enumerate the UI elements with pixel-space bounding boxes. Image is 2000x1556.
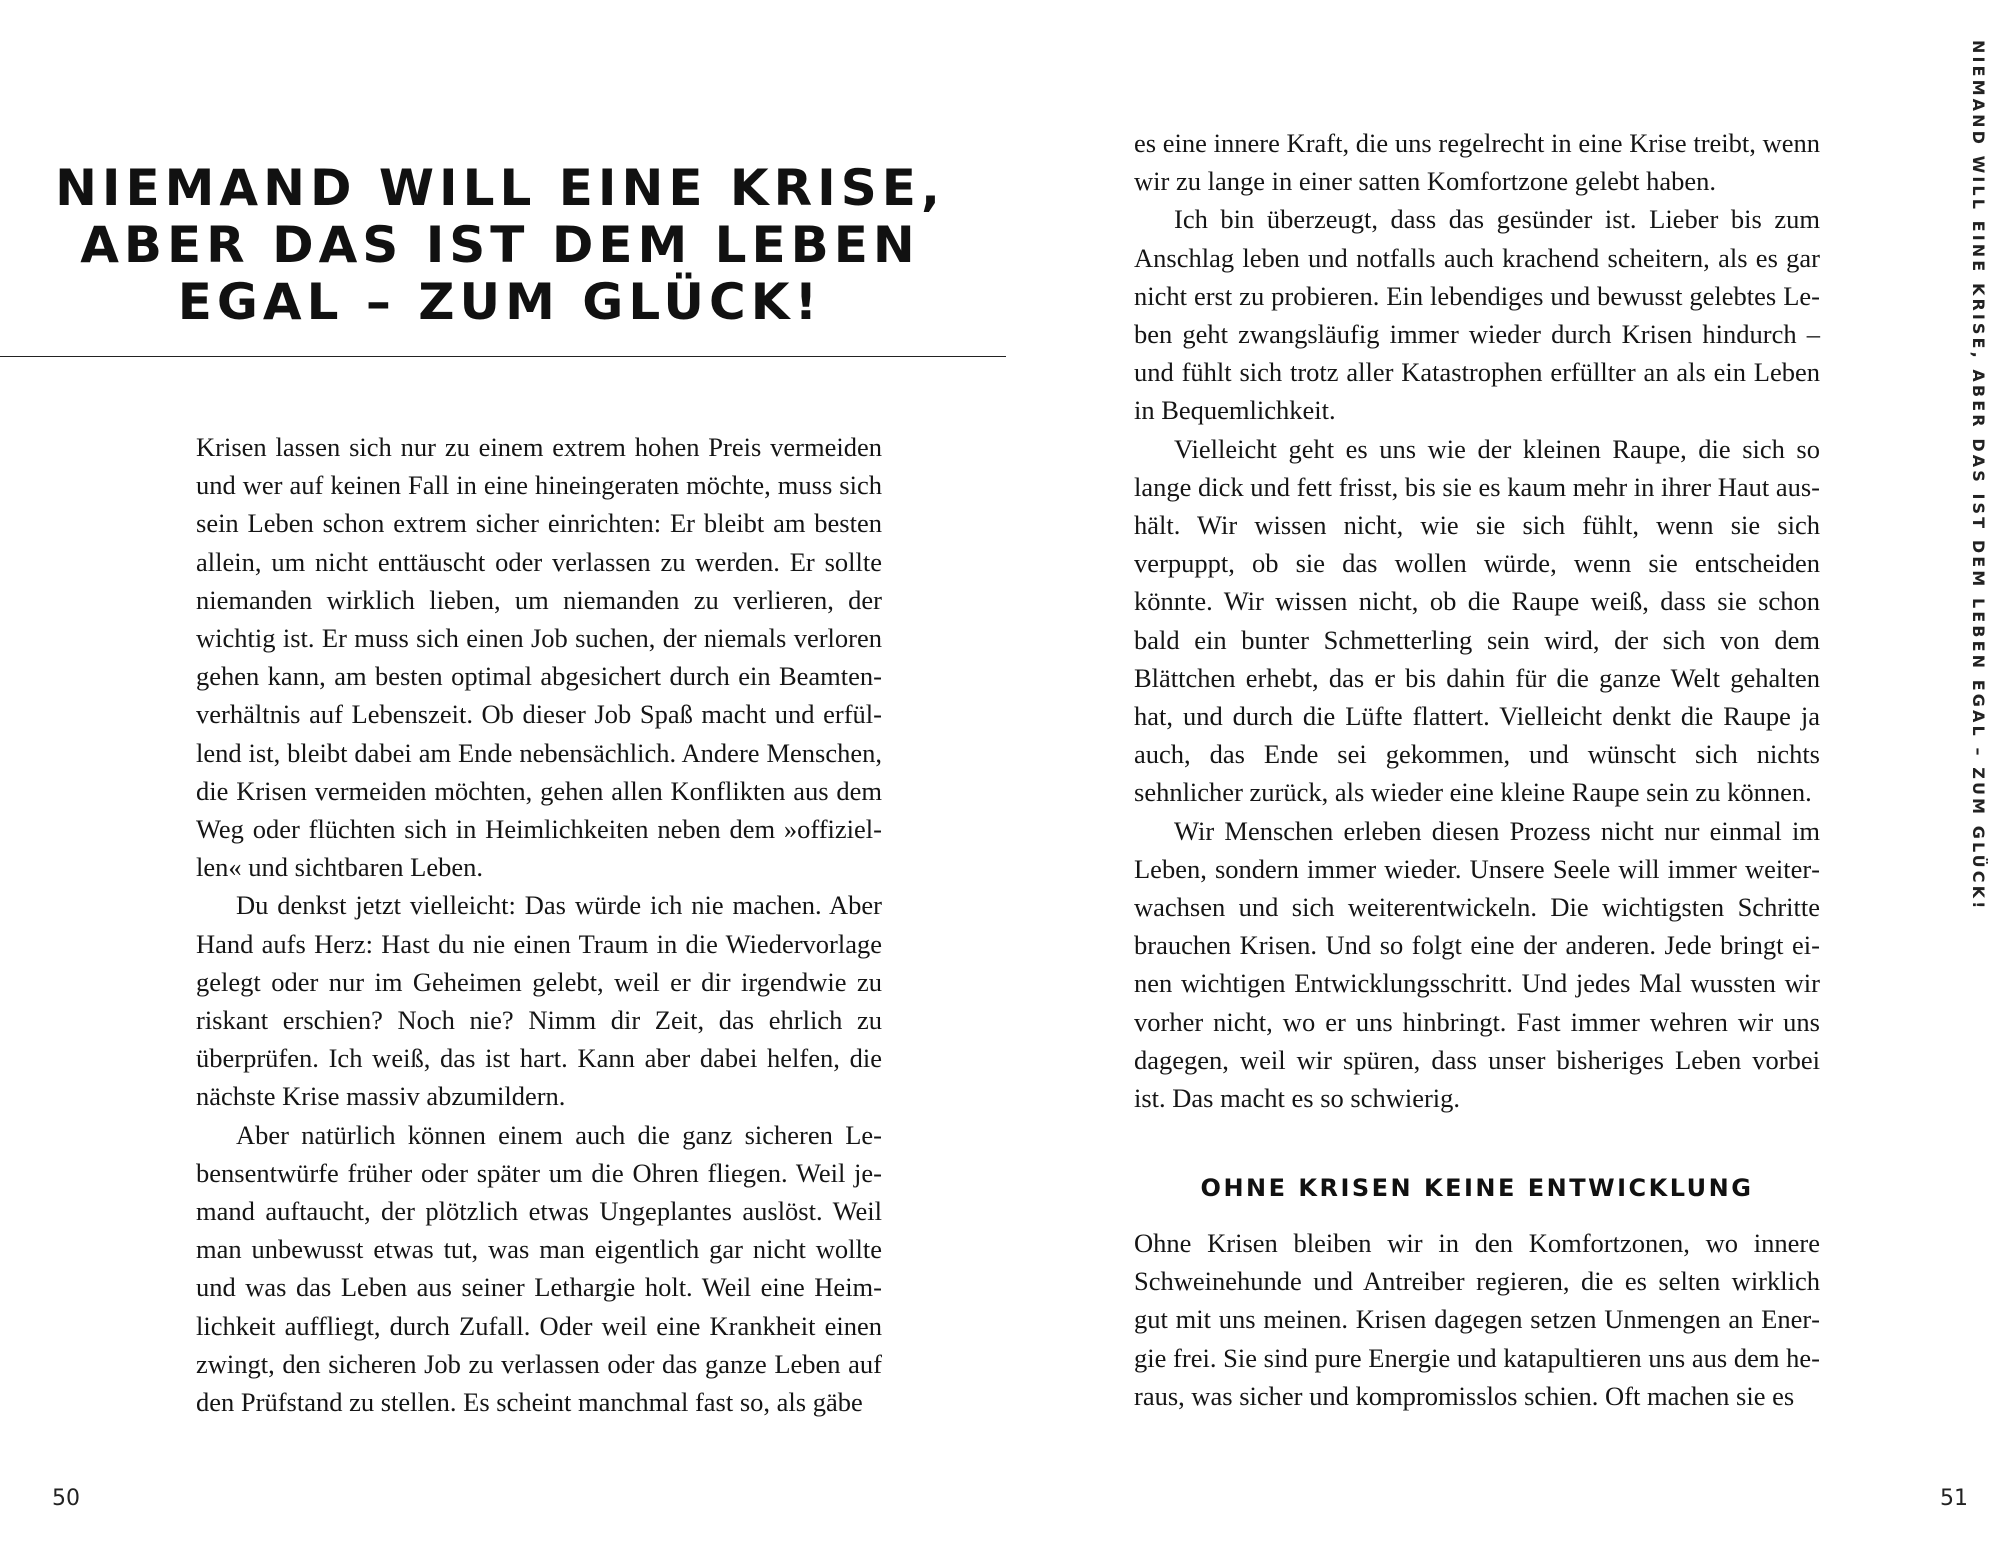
right-page-body xyxy=(1134,124,1820,1117)
body-paragraph: Krisen lassen sich nur zu einem extrem hohen Preis vermeiden und wer auf keinen Fall in eine hineingeraten möchte, muss sich sein Leben schon extrem sicher einrichten: Er bleibt am besten allein, um nicht enttäuscht oder verlassen zu werden. Er sollte niemanden wirklich lieben, um niemanden zu verlieren, der wichtig ist. Er muss sich einen Job suchen, der niemals verloren gehen kann, am besten optimal abgesichert durch ein Beamtenverhältnis auf Lebenszeit. Ob dieser Job Spaß macht und erfüllend ist, bleibt dabei am Ende nebensächlich. Andere Menschen, die Krisen vermeiden möchten, gehen allen Konflikten aus dem Weg oder flüchten sich in Heimlichkeiten neben dem »offiziellen« und sichtbaren Leben. xyxy=(196,432,882,883)
body-paragraph: Aber natürlich können einem auch die ganz sicheren Lebensentwürfe früher oder später um die Ohren fliegen. Weil jemand auftaucht, der plötzlich etwas Ungeplantes auslöst. Weil man unbewusst etwas tut, was man eigentlich gar nicht wollte und was das Leben aus seiner Lethargie holt. Weil eine Heimlichkeit auffliegt, durch Zufall. Oder weil eine Krankheit einen zwingt, den sicheren Job zu verlassen oder das ganze Leben auf den Prüfstand zu stellen. Es scheint manchmal fast so, als gäbe xyxy=(196,1119,882,1418)
chapter-title: NIEMAND WILL EINE KRISE, ABER DAS IST DEM LEBEN EGAL – ZUM GLÜCK! xyxy=(55,158,945,331)
title-divider xyxy=(0,356,1006,357)
running-head-text: NIEMAND WILL EINE KRISE, ABER DAS IST DEM LEBEN EGAL – ZUM GLÜCK! xyxy=(1969,40,1988,912)
body-paragraph: Ohne Krisen bleiben wir in den Komfortzonen, wo innere Schweinehunde und Antreiber regieren, die es selten wirklich gut mit uns meinen. Krisen dagegen setzen Unmengen an Energie frei. Sie sind pure Energie und katapultieren uns aus dem heraus, was sicher und kompromisslos schien. Oft machen sie es xyxy=(1134,1228,1820,1411)
body-paragraph: Vielleicht geht es uns wie der kleinen Raupe, die sich so lange dick und fett frisst, bis sie es kaum mehr in ihrer Haut aushält. Wir wissen nicht, wie sie sich fühlt, wenn sie sich verpuppt, ob sie das wollen würde, wenn sie entscheiden könnte. Wir wissen nicht, ob die Raupe weiß, dass sie schon bald ein bunter Schmetterling sein wird, der sich von dem Blättchen erhebt, das er bis dahin für die ganze Welt gehalten hat, und durch die Lüfte flattert. Vielleicht denkt die Raupe ja auch, das Ende sei gekommen, und wünscht sich nichts sehnlicher zurück, als wieder eine kleine Raupe sein zu können. xyxy=(1134,433,1820,808)
running-head xyxy=(1952,40,1992,912)
section-subheading: OHNE KRISEN KEINE ENTWICKLUNG xyxy=(1200,1173,1754,1202)
body-paragraph: es eine innere Kraft, die uns regelrecht in eine Krise treibt, wenn wir zu lange in einer satten Komfortzone gelebt haben. xyxy=(1134,128,1820,197)
body-paragraph: Wir Menschen erleben diesen Prozess nicht nur einmal im Leben, sondern immer wieder. Unsere Seele will immer weiterwachsen und sich weiterentwickeln. Die wichtigsten Schritte brauchen Krisen. Und so folgt eine der anderen. Jede bringt einen wichtigen Entwicklungsschritt. Und jedes Mal wussten wir vorher nicht, wo er uns hinbringt. Fast immer wehren wir uns dagegen, weil wir spüren, dass unser bisheriges Leben vorbei ist. Das macht es so schwierig. xyxy=(1134,815,1820,1114)
page-number-right: 51 xyxy=(1940,1486,1968,1511)
body-paragraph: Du denkst jetzt vielleicht: Das würde ich nie machen. Aber Hand aufs Herz: Hast du nie einen Traum in die Wiedervorlage gelegt oder nur im Geheimen gelebt, weil er dir irgendwie zu riskant erschien? Noch nie? Nimm dir Zeit, das ehrlich zu überprüfen. Ich weiß, das ist hart. Kann aber dabei helfen, die nächste Krise massiv abzumildern. xyxy=(196,890,882,1112)
page-number-left: 50 xyxy=(52,1486,80,1511)
right-page-body-continued xyxy=(1134,1224,1820,1415)
left-page-body xyxy=(196,428,882,1421)
body-paragraph: Ich bin überzeugt, dass das gesünder ist. Lieber bis zum Anschlag leben und notfalls auch krachend scheitern, als es gar nicht erst zu probieren. Ein lebendiges und bewusst gelebtes Leben geht zwangsläufig immer wieder durch Krisen hindurch – und fühlt sich trotz aller Katastrophen erfüllter an als ein Leben in Bequemlichkeit. xyxy=(1134,204,1820,426)
